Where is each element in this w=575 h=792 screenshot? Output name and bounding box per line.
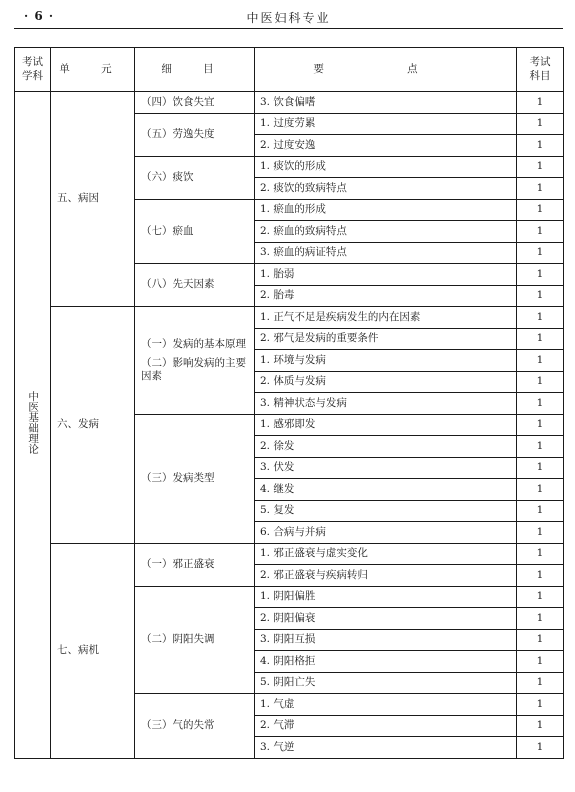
level-cell: 1 — [517, 629, 564, 651]
point-cell: 2. 胎毒 — [255, 285, 517, 307]
point-cell: 2. 体质与发病 — [255, 371, 517, 393]
header-detail — [135, 48, 255, 92]
level-cell: 1 — [517, 543, 564, 565]
level-cell: 1 — [517, 608, 564, 630]
detail-cell: （三）发病类型 — [135, 414, 255, 543]
level-cell: 1 — [517, 328, 564, 350]
level-cell: 1 — [517, 586, 564, 608]
book-title: 中医妇科专业 — [246, 11, 331, 25]
table-row — [15, 307, 564, 329]
level-cell: 1 — [517, 371, 564, 393]
subject-label: 中医基础理论 — [27, 391, 40, 455]
point-cell: 2. 邪气是发病的重要条件 — [255, 328, 517, 350]
table-row — [15, 92, 564, 114]
point-cell: 5. 复发 — [255, 500, 517, 522]
level-cell: 1 — [517, 457, 564, 479]
point-cell: 6. 合病与并病 — [255, 522, 517, 544]
unit-cell: 六、发病 — [51, 307, 135, 544]
point-cell: 2. 过度安逸 — [255, 135, 517, 157]
point-cell: 1. 正气不足是疾病发生的内在因素 — [255, 307, 517, 329]
point-cell: 5. 阴阳亡失 — [255, 672, 517, 694]
level-cell: 1 — [517, 221, 564, 243]
detail-cell: （四）饮食失宜 — [135, 92, 255, 114]
point-cell: 1. 瘀血的形成 — [255, 199, 517, 221]
level-cell: 1 — [517, 135, 564, 157]
detail-cell: （三）气的失常 — [135, 694, 255, 759]
table-header-row — [15, 48, 564, 92]
detail-cell: （五）劳逸失度 — [135, 113, 255, 156]
level-cell: 1 — [517, 285, 564, 307]
header-subject-line1: 考试 — [22, 56, 43, 69]
point-cell: 1. 邪正盛衰与虚实变化 — [255, 543, 517, 565]
page-header — [14, 6, 563, 29]
level-cell: 1 — [517, 737, 564, 759]
header-detail-label: 细 目 — [161, 62, 228, 75]
level-cell: 1 — [517, 651, 564, 673]
header-unit-label: 单 元 — [59, 62, 126, 75]
point-cell: 3. 气逆 — [255, 737, 517, 759]
point-cell: 2. 徐发 — [255, 436, 517, 458]
header-unit — [51, 48, 135, 92]
point-cell: 1. 过度劳累 — [255, 113, 517, 135]
point-cell: 3. 瘀血的病证特点 — [255, 242, 517, 264]
point-cell: 3. 饮食偏嗜 — [255, 92, 517, 114]
level-cell: 1 — [517, 199, 564, 221]
level-cell: 1 — [517, 436, 564, 458]
level-cell: 1 — [517, 393, 564, 415]
detail-cell: （八）先天因素 — [135, 264, 255, 307]
detail-cell — [135, 307, 255, 415]
page-number: · 6 · — [24, 9, 55, 23]
level-cell: 1 — [517, 414, 564, 436]
point-cell: 1. 环境与发病 — [255, 350, 517, 372]
level-cell: 1 — [517, 715, 564, 737]
unit-cell: 七、病机 — [51, 543, 135, 758]
level-cell: 1 — [517, 479, 564, 501]
subject-cell — [15, 92, 51, 759]
point-cell: 4. 继发 — [255, 479, 517, 501]
level-cell: 1 — [517, 242, 564, 264]
detail-cell: （六）痰饮 — [135, 156, 255, 199]
detail-cell: （七）瘀血 — [135, 199, 255, 264]
level-cell: 1 — [517, 522, 564, 544]
detail-cell: （一）邪正盛衰 — [135, 543, 255, 586]
point-cell: 2. 瘀血的致病特点 — [255, 221, 517, 243]
header-level-line2: 科目 — [529, 69, 551, 82]
header-level-line1: 考试 — [529, 56, 551, 69]
header-points — [255, 48, 517, 92]
header-subject-line2: 学科 — [22, 69, 43, 82]
detail-cell: （二）阴阳失调 — [135, 586, 255, 694]
point-cell: 2. 邪正盛衰与疾病转归 — [255, 565, 517, 587]
point-cell: 2. 痰饮的致病特点 — [255, 178, 517, 200]
header-level — [517, 48, 564, 92]
level-cell: 1 — [517, 156, 564, 178]
level-cell: 1 — [517, 694, 564, 716]
point-cell: 2. 气滞 — [255, 715, 517, 737]
level-cell: 1 — [517, 264, 564, 286]
point-cell: 4. 阴阳格拒 — [255, 651, 517, 673]
level-cell: 1 — [517, 500, 564, 522]
header-points-label: 要 点 — [313, 62, 458, 75]
level-cell: 1 — [517, 307, 564, 329]
point-cell: 3. 伏发 — [255, 457, 517, 479]
detail-label: （二）影响发病的主要因素 — [141, 356, 246, 382]
point-cell: 3. 阴阳互损 — [255, 629, 517, 651]
table-row — [15, 543, 564, 565]
point-cell: 2. 阴阳偏衰 — [255, 608, 517, 630]
point-cell: 1. 阴阳偏胜 — [255, 586, 517, 608]
point-cell: 1. 胎弱 — [255, 264, 517, 286]
detail-stack — [141, 338, 250, 383]
point-cell: 1. 气虚 — [255, 694, 517, 716]
syllabus-table — [14, 47, 564, 759]
level-cell: 1 — [517, 178, 564, 200]
point-cell: 1. 感邪即发 — [255, 414, 517, 436]
level-cell: 1 — [517, 92, 564, 114]
unit-cell: 五、病因 — [51, 92, 135, 307]
level-cell: 1 — [517, 113, 564, 135]
detail-label: （一）发病的基本原理 — [141, 337, 246, 350]
header-subject — [15, 48, 51, 92]
point-cell: 3. 精神状态与发病 — [255, 393, 517, 415]
level-cell: 1 — [517, 672, 564, 694]
level-cell: 1 — [517, 350, 564, 372]
point-cell: 1. 痰饮的形成 — [255, 156, 517, 178]
level-cell: 1 — [517, 565, 564, 587]
